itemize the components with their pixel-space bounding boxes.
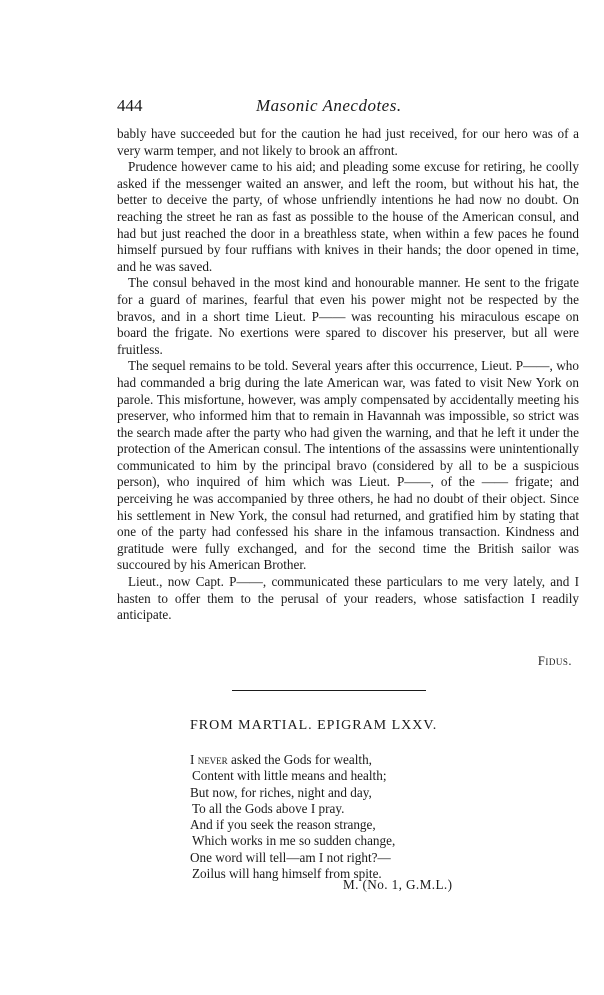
poem-first-line-rest: asked the Gods for wealth, [227,752,372,767]
poem-attribution: M. (No. 1, G.M.L.) [343,877,453,892]
paragraph: Lieut., now Capt. P——, communicated these particulars to me very lately, and I hasten to offer them to the perusal of your readers, whose satisfaction I readily anticipate. [117,574,579,623]
paragraph: Prudence however came to his aid; and pleading some excuse for retiring, he coolly asked if the messenger waited an answer, and left the room, but without his hat, the better to deceive the party, of whose unfriendly intentions he had now no doubt. On reaching the street he ran as fast as possible to the house of the American consul, and had but just reached the door in a breathless state, when within a few paces he found himself pursued by four ruffians with knives in their hands; the door opened in time, and he was saved. [117,159,579,274]
article-body [117,126,579,624]
article-signature: Fidus. [537,654,572,668]
section-divider [232,690,426,691]
poem-first-word: I never [190,752,228,767]
poem-line: And if you seek the reason strange, [190,817,376,833]
poem-line: Zoilus will hang himself from spite. [192,866,382,882]
poem-line: But now, for riches, night and day, [190,784,372,800]
poem-line: To all the Gods above I pray. [192,800,345,816]
poem-line: Which works in me so sudden change, [192,833,396,849]
poem-line: Content with little means and health; [192,768,387,784]
paragraph: bably have succeeded but for the caution he had just received, for our hero was of a very warm temper, and not likely to brook an affront. [117,126,579,158]
poem-body [190,752,490,882]
paragraph: The sequel remains to be told. Several years after this occurrence, Lieut. P——, who had commanded a brig during the late American war, was fated to visit New York on parole. This misfortune, however, was amply compensated by accidentally meeting his preserver, who informed him that to remain in Havannah was impossible, so strict was the search made after the party who had given the warning, and that he left it under the protection of the American consul. The intentions of the assassins were unintentionally communicated to him by the principal bravo (considered by all to be a suspicious person), who inquired of him which was Lieut. P——, of the —— frigate; and perceiving he was accompanied by three others, he had no doubt of their object. Since his settlement in New York, the consul had returned, and gratified him by stating that one of the party had confessed his share in the infamous transaction. Kindness and gratitude were fully exchanged, and for the second time the British sailor was succoured by his American Brother. [117,358,579,573]
poem-title: FROM MARTIAL. EPIGRAM LXXV. [190,718,438,733]
poem-line: One word will tell—am I not right?— [190,849,391,865]
running-head: Masonic Anecdotes. [256,96,402,115]
paragraph: The consul behaved in the most kind and honourable manner. He sent to the frigate for a guard of marines, fearful that even his power might not be respected by the bravos, and in a short time Lieut. P—— was recounting his miraculous escape on board the frigate. No exertions were spared to discover his preserver, but all were fruitless. [117,275,579,357]
poem-line [190,752,490,768]
page-number: 444 [117,96,143,115]
